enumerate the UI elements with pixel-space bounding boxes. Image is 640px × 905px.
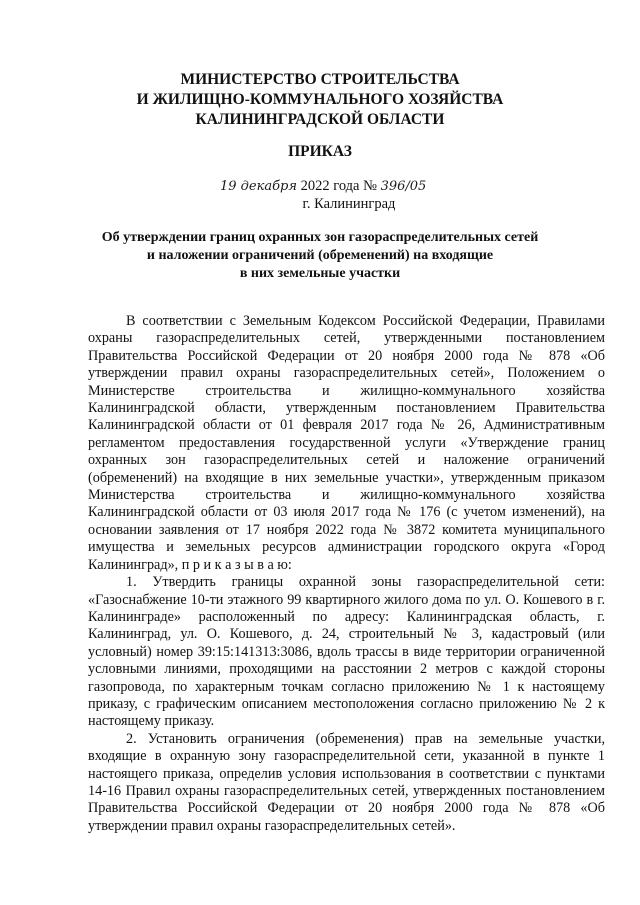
preamble-paragraph: В соответствии с Земельным Кодексом Российской Федерации, Правилами охраны газораспределительных сетей, утвержденными постановлением Правительства Российской Федерации от 20 ноября 2000 года № 878 «Об утверждении правил охраны газораспределительных сетей», Положением о Министерстве строительства и жилищно-коммунального хозяйства Калининградской области, утвержденным постановлением Правительства Калининградской области от 01 февраля 2017 года № 26, Административным регламентом предоставления государственной услуги «Утверждение границ охранных зон газораспределительных сетей и наложение ограничений (обременений) на входящие в них земельные участки», утвержденным приказом Министерства строительства и жилищно-коммунального хозяйства Калининградской области от 03 июля 2017 года № 176 (с учетом изменений), на основании заявления от 17 ноября 2022 года № 3872 комитета муниципального имущества и земельных ресурсов администрации городского округа «Город Калининград», п р и к а з ы в а ю:	[88, 313, 605, 573]
order-title: ПРИКАЗ	[288, 143, 352, 160]
subject-line-3: в них земельные участки	[239, 266, 401, 281]
order-body	[88, 313, 605, 835]
ministry-line-2: И ЖИЛИЩНО-КОММУНАЛЬНОГО ХОЗЯЙСТВА	[136, 91, 504, 108]
ministry-line-3: КАЛИНИНГРАДСКОЙ ОБЛАСТИ	[195, 111, 445, 128]
item-1-paragraph: 1. Утвердить границы охранной зоны газораспределительной сети: «Газоснабжение 10-ти этажного 99 квартирного жилого дома по ул. О. Кошевого в г. Калининграде» расположенный по адресу: Калининградская область, г. Калининград, ул. О. Кошевого, д. 24, строительный № 3, кадастровый (или условный) номер 39:15:141313:3086, вдоль трассы в виде территории ограниченной условными линиями, проходящими на расстоянии 2 метров с каждой стороны газопровода, по характерным точкам согласно приложению № 1 к настоящему приказу, с графическим описанием местоположения согласно приложению № 2 к настоящему приказу.	[88, 574, 605, 730]
handwritten-date: 19 декабря	[220, 179, 297, 194]
date-printed: 2022 года №	[296, 178, 381, 194]
order-date-line	[220, 178, 426, 195]
ministry-line-1: МИНИСТЕРСТВО СТРОИТЕЛЬСТВА	[180, 71, 460, 88]
item-2-paragraph: 2. Установить ограничения (обременения) прав на земельные участки, входящие в охранную зону газораспределительной сети, указанной в пункте 1 настоящего приказа, определив условия использования в соответствии с пунктами 14-16 Правил охраны газораспределительных сетей, утвержденных постановлением Правительства Российской Федерации от 20 ноября 2000 года № 878 «Об утверждении правил охраны газораспределительных сетей».	[88, 730, 605, 834]
city-line: г. Калининград	[302, 196, 396, 212]
ministry-header	[0, 70, 640, 130]
order-subject	[60, 229, 580, 283]
subject-line-1: Об утверждении границ охранных зон газораспределительных сетей	[101, 230, 539, 245]
handwritten-number: 396/05	[380, 179, 427, 194]
subject-line-2: и наложении ограничений (обременений) на входящие	[146, 248, 494, 263]
